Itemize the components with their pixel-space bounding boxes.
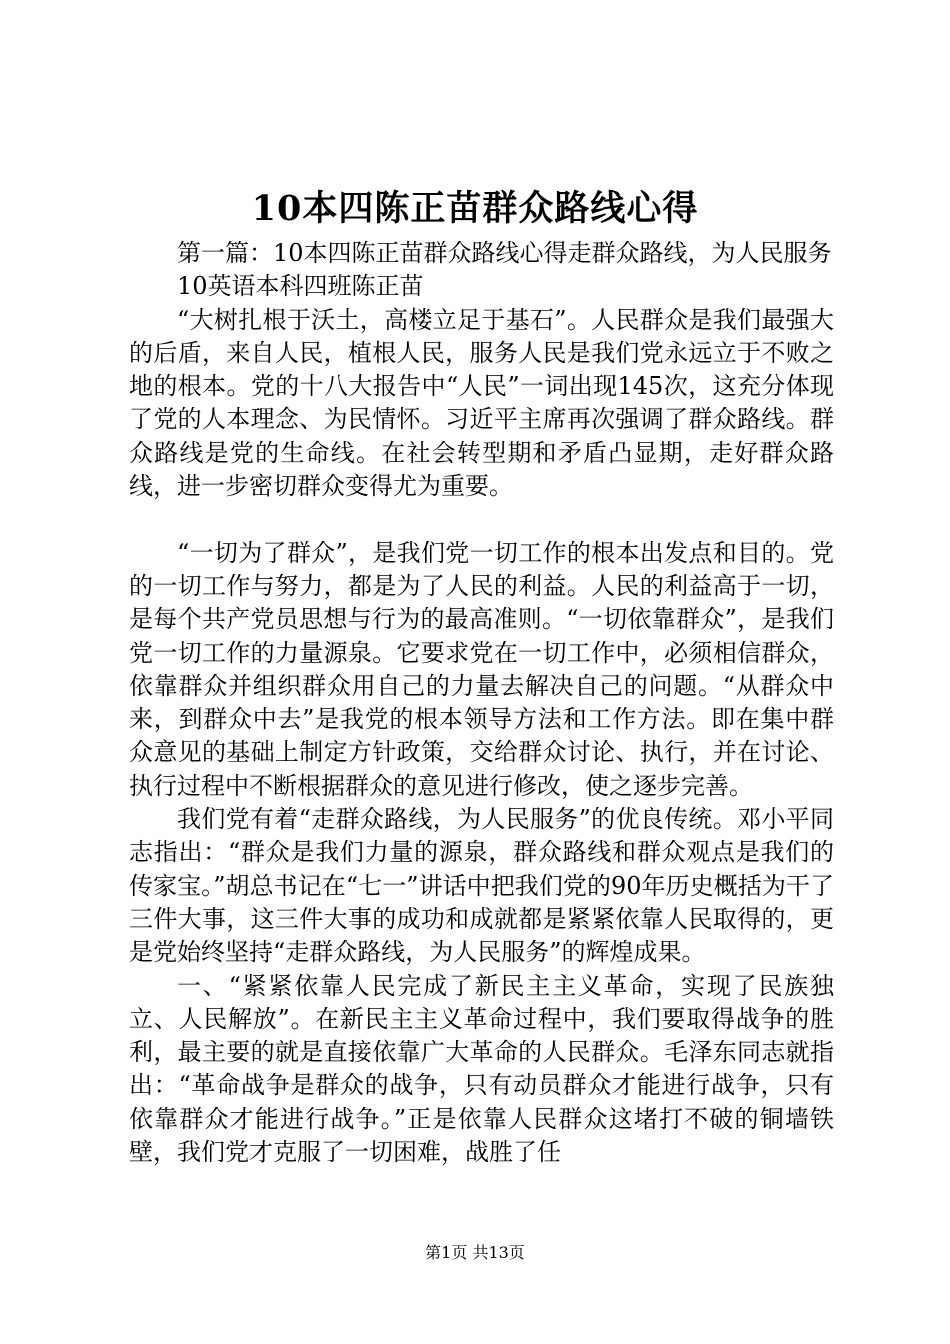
- page-footer: 第1页 共13页: [425, 1243, 525, 1262]
- paragraph-author: 10英语本科四班陈正苗: [177, 272, 424, 301]
- paragraph: 一、“紧紧依靠人民完成了新民主主义革命，实现了民族独立、人民解放”。在新民主主义革命过程中，我们要取得战争的胜利，最主要的就是直接依靠广大革命的人民群众。毛泽东同志就指出：“革命战争是群众的战争，只有动员群众才能进行战争，只有依靠群众才能进行战争。”正是依靠人民群众这堵打不破的铜墙铁壁，我们党才克服了一切困难，战胜了任: [129, 971, 834, 1167]
- document-title: 10本四陈正苗群众路线心得: [251, 188, 699, 229]
- paragraph-spacer: [129, 503, 834, 536]
- document-body: [129, 237, 834, 1169]
- paragraph-heading: 第一篇：10本四陈正苗群众路线心得走群众路线，为人民服务: [177, 239, 832, 267]
- paragraph: “一切为了群众”，是我们党一切工作的根本出发点和目的。党的一切工作与努力，都是为了人民的利益。人民的利益高于一切，是每个共产党员思想与行为的最高准则。“一切依靠群众”，是我们党一切工作的力量源泉。它要求党在一切工作中，必须相信群众，依靠群众并组织群众用自己的力量去解决自己的问题。“从群众中来，到群众中去”是我党的根本领导方法和工作方法。即在集中群众意见的基础上制定方针政策，交给群众讨论、执行，并在讨论、执行过程中不断根据群众的意见进行修改，使之逐步完善。: [129, 538, 834, 800]
- paragraph: 我们党有着“走群众路线，为人民服务”的优良传统。邓小平同志指出：“群众是我们力量的源泉，群众路线和群众观点是我们的传家宝。”胡总书记在“七一”讲话中把我们党的90年历史概括为干了三件大事，这三件大事的成功和成就都是紧紧依靠人民取得的，更是党始终坚持“走群众路线，为人民服务”的辉煌成果。: [129, 805, 834, 967]
- paragraph: “大树扎根于沃土，高楼立足于基石”。人民群众是我们最强大的后盾，来自人民，植根人民，服务人民是我们党永远立于不败之地的根本。党的十八大报告中“人民”一词出现145次，这充分体现了党的人本理念、为民情怀。习近平主席再次强调了群众路线。群众路线是党的生命线。在社会转型期和矛盾凸显期，走好群众路线，进一步密切群众变得尤为重要。: [129, 305, 834, 501]
